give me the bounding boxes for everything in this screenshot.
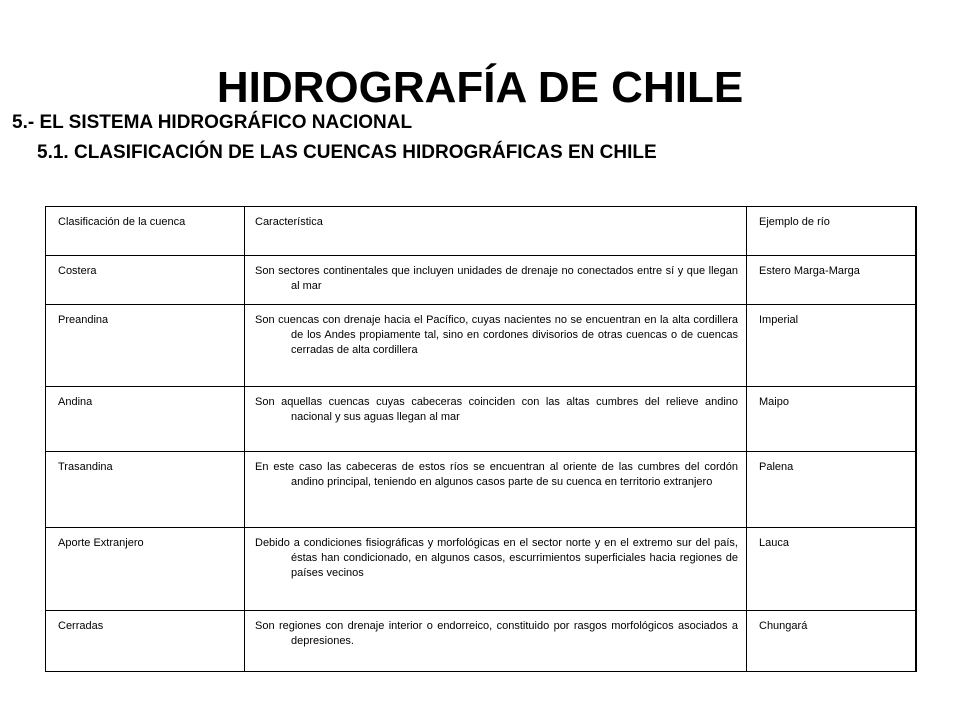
table-row <box>46 256 916 305</box>
cell-ejemplo: Palena <box>747 452 916 528</box>
table-row <box>46 528 916 611</box>
cell-clasificacion: Aporte Extranjero <box>46 528 245 611</box>
subsection-heading: 5.1. CLASIFICACIÓN DE LAS CUENCAS HIDROGRÁFICAS EN CHILE <box>37 142 657 163</box>
cell-caracteristica-text: Son cuencas con drenaje hacia el Pacífico, cuyas nacientes no se encuentran en la alta cordillera de los Andes propiamente tal, sino en cordones divisorios de otras cuencas o de cuencas cerradas de alta cordillera <box>255 314 738 356</box>
table-header-row <box>46 207 916 256</box>
cell-ejemplo: Imperial <box>747 305 916 387</box>
table-row <box>46 611 916 672</box>
cell-clasificacion: Trasandina <box>46 452 245 528</box>
cell-caracteristica <box>245 528 747 611</box>
cell-caracteristica <box>245 387 747 452</box>
cell-caracteristica <box>245 611 747 672</box>
cell-caracteristica <box>245 305 747 387</box>
cell-ejemplo: Chungará <box>747 611 916 672</box>
cell-caracteristica-text: Son regiones con drenaje interior o endorreico, constituido por rasgos morfológicos asociados a depresiones. <box>255 620 738 647</box>
header-clasificacion: Clasificación de la cuenca <box>46 207 245 256</box>
header-caracteristica: Característica <box>245 207 747 256</box>
table-row <box>46 387 916 452</box>
table-row <box>46 452 916 528</box>
section-heading: 5.- EL SISTEMA HIDROGRÁFICO NACIONAL <box>12 112 413 133</box>
cell-ejemplo: Lauca <box>747 528 916 611</box>
cell-clasificacion: Preandina <box>46 305 245 387</box>
cell-caracteristica <box>245 452 747 528</box>
cell-clasificacion: Cerradas <box>46 611 245 672</box>
header-ejemplo: Ejemplo de río <box>747 207 916 256</box>
cell-caracteristica <box>245 256 747 305</box>
cell-caracteristica-text: Debido a condiciones fisiográficas y morfológicas en el sector norte y en el extremo sur del país, éstas han condicionado, en algunos casos, escurrimientos superficiales hacia regiones de países vecinos <box>255 537 738 579</box>
page-title: HIDROGRAFÍA DE CHILE <box>216 63 744 112</box>
cell-ejemplo: Estero Marga-Marga <box>747 256 916 305</box>
cell-clasificacion: Andina <box>46 387 245 452</box>
basin-classification-table <box>45 206 917 672</box>
cell-caracteristica-text: En este caso las cabeceras de estos ríos se encuentran al oriente de las cumbres del cordón andino principal, teniendo en algunos casos parte de su cuenca en territorio extranjero <box>255 461 738 488</box>
cell-caracteristica-text: Son sectores continentales que incluyen unidades de drenaje no conectados entre sí y que llegan al mar <box>255 265 738 292</box>
table-row <box>46 305 916 387</box>
cell-ejemplo: Maipo <box>747 387 916 452</box>
cell-clasificacion: Costera <box>46 256 245 305</box>
cell-caracteristica-text: Son aquellas cuencas cuyas cabeceras coinciden con las altas cumbres del relieve andino nacional y sus aguas llegan al mar <box>255 396 738 423</box>
